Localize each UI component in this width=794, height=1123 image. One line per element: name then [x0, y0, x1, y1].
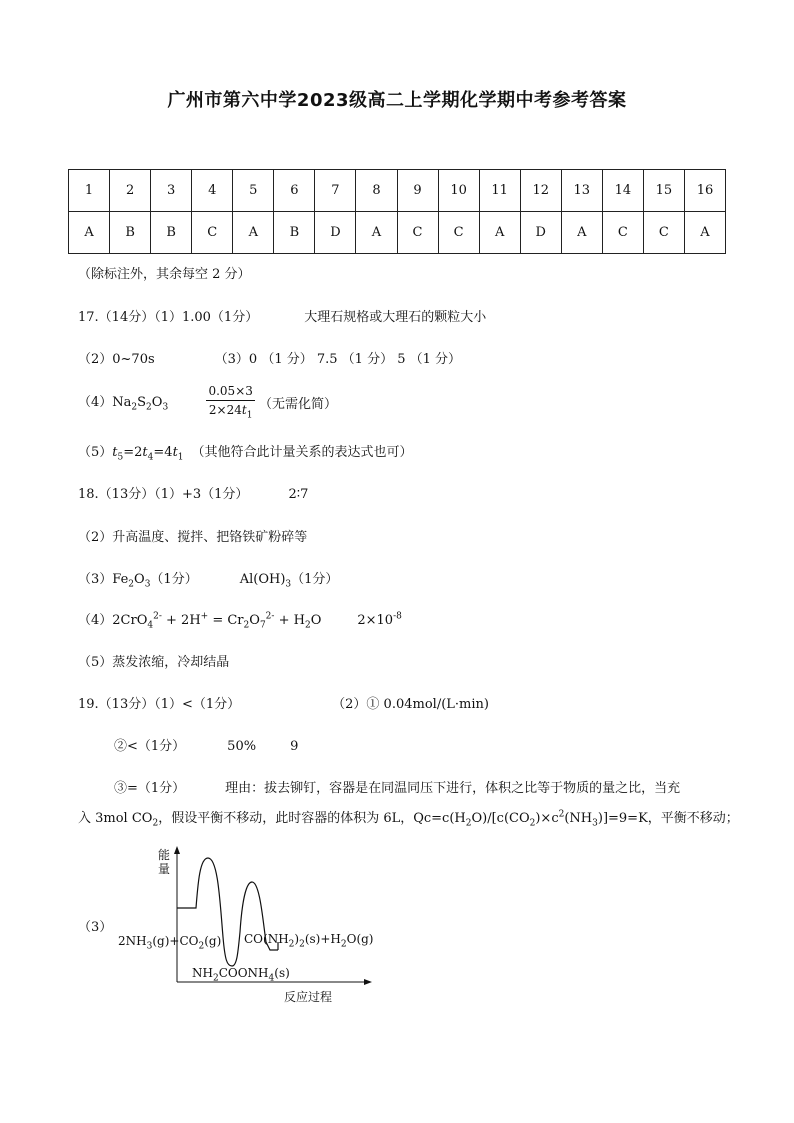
answer-cell: C — [397, 212, 438, 254]
answer-cell: A — [69, 212, 110, 254]
question-number-cell: 12 — [520, 170, 561, 212]
q19-3-label: （3） — [78, 920, 113, 935]
answer-cell: A — [479, 212, 520, 254]
x-axis-arrow — [364, 979, 372, 985]
question-number-cell: 1 — [69, 170, 110, 212]
q17-line-1 — [78, 306, 486, 325]
q18-line-4: $(4)2CrO_4^{2-} + 2H^+ = Cr_2O_7^{2-} + H_2O$ $2\times 10^{-8}$ — [78, 611, 402, 631]
scoring-note: （除标注外，其余每空 2 分） — [78, 267, 251, 282]
answer-cell: A — [233, 212, 274, 254]
q19-line-4: 入 3mol $CO_2$，假设平衡不移动，此时容器的体积为 6L，$Qc=c(H_2O)/[c(CO_2)\times c^2(NH_3)]=9=K$，平衡不移动； — [78, 809, 739, 829]
question-number-cell: 11 — [479, 170, 520, 212]
product-label: $CO(NH_2)_2(s)+H_2O(g)$ — [244, 932, 374, 950]
question-number-cell: 15 — [643, 170, 684, 212]
q17-4-note: （无需化简） — [259, 396, 338, 412]
answer-cell: C — [438, 212, 479, 254]
reactant-label: $2NH_3(g)+CO_2(g)$ — [118, 934, 222, 952]
answer-cell: C — [602, 212, 643, 254]
answer-cell: B — [110, 212, 151, 254]
answer-cell: B — [151, 212, 192, 254]
q18-line-1: 18.（13分）（1）+3（1分） 2∶7 — [78, 487, 309, 502]
q19-line-3: ③=（1分） 理由：拔去铆钉，容器是在同温同压下进行，体积之比等于物质的量之比，当充 — [114, 781, 681, 796]
question-number-cell: 7 — [315, 170, 356, 212]
question-number-cell: 2 — [110, 170, 151, 212]
q17-4-formula: $(4)Na_2S_2O_3$ — [78, 395, 169, 413]
q18-line-3: $(3)Fe_2O_3(1$分） $Al(OH)_3(1$分） — [78, 572, 339, 590]
question-number-cell: 16 — [684, 170, 725, 212]
q17-3-answer: （3）0 （1 分） 7.5 （1 分） 5 （1 分） — [214, 352, 462, 367]
q18-line-5: （5）蒸发浓缩，冷却结晶 — [78, 655, 230, 670]
q17-line-4 — [78, 384, 337, 420]
answer-table — [68, 169, 726, 254]
answer-cell: A — [684, 212, 725, 254]
q17-line-2 — [78, 348, 461, 367]
answer-cell: C — [643, 212, 684, 254]
answer-row — [69, 212, 726, 254]
answer-cell: C — [192, 212, 233, 254]
q17-4-fraction: $\frac{0.05\times 3}{2\times 24t_1}$ — [208, 384, 253, 421]
energy-diagram — [110, 842, 380, 1012]
question-number-cell: 13 — [561, 170, 602, 212]
q17-2-answer: （2）0~70s — [78, 352, 155, 367]
answer-cell: B — [274, 212, 315, 254]
question-number-cell: 5 — [233, 170, 274, 212]
question-number-cell: 4 — [192, 170, 233, 212]
question-number-cell: 6 — [274, 170, 315, 212]
intermediate-label: $NH_2COONH_4(s)$ — [192, 966, 290, 984]
q19-line-1: 19.（13分）（1）<（1分） （2）① 0.04mol/(L·min) — [78, 697, 489, 712]
q18-line-2: （2）升高温度、搅拌、把铬铁矿粉碎等 — [78, 530, 308, 545]
y-axis-arrow — [174, 846, 180, 854]
q17-1-variable: 大理石规格或大理石的颗粒大小 — [304, 310, 487, 325]
page-title: 广州市第六中学2023级高二上学期化学期中考参考答案 — [167, 90, 627, 111]
question-number-cell: 10 — [438, 170, 479, 212]
x-axis-label: 反应过程 — [284, 990, 333, 1004]
y-axis-label: 能 量 — [158, 848, 171, 876]
question-number-cell: 8 — [356, 170, 397, 212]
answer-cell: A — [561, 212, 602, 254]
answer-cell: A — [356, 212, 397, 254]
answer-cell: D — [315, 212, 356, 254]
q19-line-2: ②<（1分） 50% 9 — [114, 739, 299, 754]
answer-cell: D — [520, 212, 561, 254]
question-number-cell: 3 — [151, 170, 192, 212]
question-number-cell: 9 — [397, 170, 438, 212]
q17-line-5: $(5)t_5=2t_4=4t_1$ （其他符合此计量关系的表达式也可） — [78, 445, 413, 463]
energy-diagram-svg — [110, 842, 380, 1012]
q17-1-answer: 17.（14分）（1）1.00（1分） — [78, 310, 259, 325]
question-number-cell: 14 — [602, 170, 643, 212]
question-number-row — [69, 170, 726, 212]
